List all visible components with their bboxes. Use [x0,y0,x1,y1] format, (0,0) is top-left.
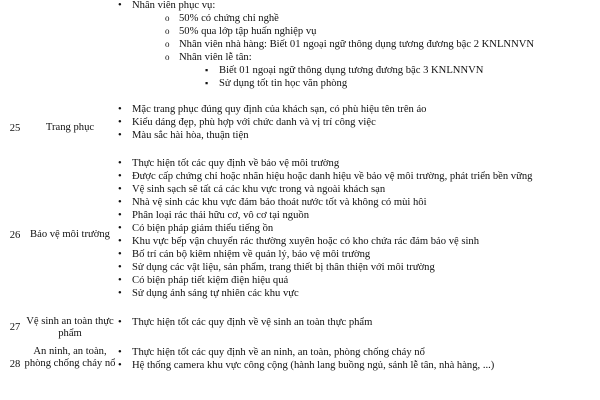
row-number: 25 [9,123,21,134]
bullet-icon [118,157,132,170]
bullet-icon [118,170,132,183]
circle-bullet-icon [165,25,179,38]
circle-bullet-icon [165,38,179,51]
bullet-icon [118,287,132,300]
intro-subsubitem: ▪Biết 01 ngoại ngữ thông dụng tương đương bậc 3 KNLNNVN [205,64,483,77]
circle-bullet-icon [165,51,179,64]
intro-subitem: o50% có chứng chỉ nghề [165,12,279,25]
intro-item [118,0,215,12]
row-number: 28 [9,359,21,370]
row-item: •Vệ sinh sạch sẽ tất cả các khu vực trong và ngoài khách sạn [118,183,385,196]
bullet-icon [118,222,132,235]
row-item: •Thực hiện tốt các quy định về vệ sinh an toàn thực phẩm [118,316,372,329]
intro-heading: Nhân viên phục vụ: [132,0,216,11]
bullet-icon [118,0,132,12]
row-number: 26 [9,230,21,241]
row-item: •Hệ thống camera khu vực công cộng (hành lang buồng ngủ, sảnh lễ tân, nhà hàng, ...) [118,359,494,372]
row-item: •Thực hiện tốt các quy định về bảo vệ môi trường [118,157,339,170]
bullet-icon [118,248,132,261]
bullet-icon [118,346,132,359]
row-item: •Có biện pháp tiết kiệm điện hiệu quả [118,274,288,287]
bullet-icon [118,103,132,116]
row-item: •Có biện pháp giảm thiểu tiếng ồn [118,222,273,235]
row-item: •Thực hiện tốt các quy định về an ninh, an toàn, phòng chống cháy nổ [118,346,425,359]
row-number: 27 [9,322,21,333]
row-item: •Mặc trang phục đúng quy định của khách sạn, có phù hiệu tên trên áo [118,103,426,116]
intro-subsubitem: ▪Sử dụng tốt tin học văn phòng [205,77,347,90]
bullet-icon [118,129,132,142]
row-item: •Nhà vệ sinh các khu vực đảm bảo thoát nước tốt và không có mùi hôi [118,196,427,209]
bullet-icon [118,316,132,329]
bullet-icon [118,196,132,209]
row-item: •Phân loại rác thải hữu cơ, vô cơ tại nguồn [118,209,309,222]
square-bullet-icon [205,64,219,77]
row-criterion: Vệ sinh an toàn thực phẩm [26,316,114,339]
row-item: •Sử dụng các vật liệu, sản phẩm, trang thiết bị thân thiện với môi trường [118,261,435,274]
bullet-icon [118,359,132,372]
row-criterion: Trang phục [45,122,95,133]
row-item: •Kiểu dáng đẹp, phù hợp với chức danh và vị trí công việc [118,116,376,129]
intro-subitem: o50% qua lớp tập huấn nghiệp vụ [165,25,316,38]
bullet-icon [118,183,132,196]
square-bullet-icon [205,77,219,90]
row-item: •Khu vực bếp vận chuyển rác thường xuyên hoặc có kho chứa rác đảm bảo vệ sinh [118,235,479,248]
row-item: •Màu sắc hài hòa, thuận tiện [118,129,249,142]
intro-subitem: oNhân viên lễ tân: [165,51,252,64]
row-criterion: An ninh, an toàn, phòng chống cháy nổ [24,346,116,369]
row-item: •Bố trí cán bộ kiêm nhiệm về quản lý, bảo vệ môi trường [118,248,370,261]
bullet-icon [118,209,132,222]
intro-subitem: oNhân viên nhà hàng: Biết 01 ngoại ngữ thông dụng tương đương bậc 2 KNLNNVN [165,38,534,51]
bullet-icon [118,116,132,129]
bullet-icon [118,261,132,274]
row-criterion: Bảo vệ môi trường [30,229,110,240]
bullet-icon [118,235,132,248]
circle-bullet-icon [165,12,179,25]
bullet-icon [118,274,132,287]
row-item: •Sử dụng ánh sáng tự nhiên các khu vực [118,287,299,300]
row-item: •Được cấp chứng chỉ hoặc nhãn hiệu hoặc danh hiệu về bảo vệ môi trường, phát triển bền vững [118,170,532,183]
